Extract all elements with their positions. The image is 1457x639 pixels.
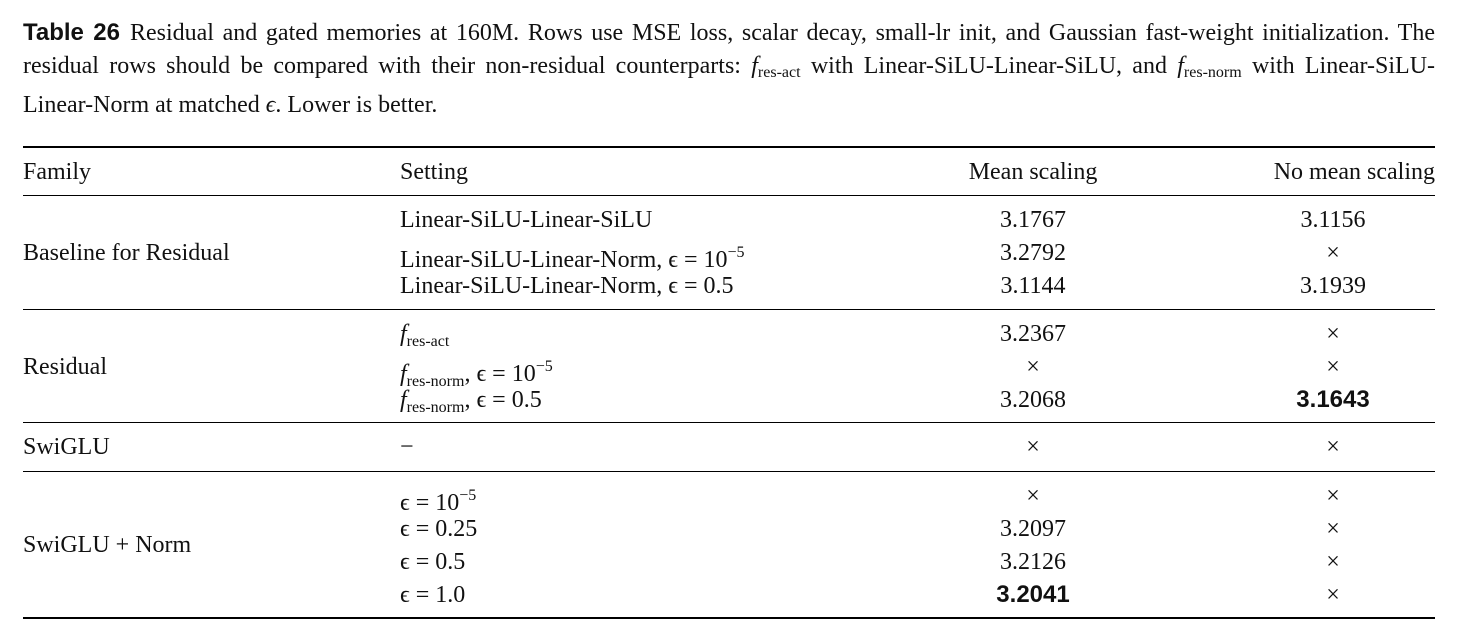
mean-cell: × xyxy=(1026,434,1040,460)
header-setting: Setting xyxy=(400,159,469,185)
setting-cell: Linear-SiLU-Linear-Norm, $\epsilon = 10^{-5}$ xyxy=(400,244,745,273)
nomean-cell: × xyxy=(1326,483,1340,509)
nomean-cell-best: 3.1643 xyxy=(1296,386,1370,413)
mean-cell: × xyxy=(1026,354,1040,380)
setting-cell: $f_{res-norm}$, ϵ = 0.5 xyxy=(400,387,542,416)
setting-cell: $f_{res-norm}$, $\epsilon = 10^{-5}$ xyxy=(400,358,553,390)
header-rule xyxy=(23,195,1435,196)
header-no-mean-scaling: No mean scaling xyxy=(1273,159,1435,185)
mean-cell: 3.2367 xyxy=(1000,321,1066,347)
nomean-cell: × xyxy=(1326,582,1340,608)
setting-cell: ϵ = 0.5 xyxy=(400,549,466,575)
family-swiglu-norm: SwiGLU + Norm xyxy=(23,532,192,558)
mean-cell: 3.2126 xyxy=(1000,549,1066,575)
mean-cell: 3.2792 xyxy=(1000,240,1066,266)
mean-cell: × xyxy=(1026,483,1040,509)
caption-f-res-act: f xyxy=(751,53,758,79)
setting-cell: Linear-SiLU-Linear-Norm, ϵ = 0.5 xyxy=(400,273,734,299)
setting-cell: $f_{res-act}$ xyxy=(400,321,450,350)
caption-text-4: . Lower is better. xyxy=(275,92,438,118)
caption-f-res-norm-sub: res-norm xyxy=(1183,64,1242,81)
group-rule-1 xyxy=(23,309,1435,310)
nomean-cell: × xyxy=(1326,434,1340,460)
caption-text-2: with Linear-SiLU-Linear-SiLU, and xyxy=(800,53,1178,79)
mean-cell: 3.2068 xyxy=(1000,387,1066,413)
nomean-cell: 3.1939 xyxy=(1300,273,1366,299)
mean-cell: 3.2097 xyxy=(1000,516,1066,542)
header-family: Family xyxy=(23,159,92,185)
nomean-cell: × xyxy=(1326,549,1340,575)
caption-text-1: Residual and gated memories at 160M. Rows use MSE loss, scalar decay, small-lr init, and Gaussian fast-weight initialization. The residual rows should be compared with their non-residual counterparts: xyxy=(23,20,1435,79)
group-rule-3 xyxy=(23,471,1435,472)
table-top-rule xyxy=(23,146,1435,148)
nomean-cell: 3.1156 xyxy=(1300,207,1366,233)
setting-cell: ϵ = 0.25 xyxy=(400,516,478,542)
family-residual: Residual xyxy=(23,354,107,380)
mean-cell: 3.1144 xyxy=(1000,273,1066,299)
family-baseline: Baseline for Residual xyxy=(23,240,230,266)
caption-f-res-norm: f xyxy=(1177,53,1184,79)
family-swiglu: SwiGLU xyxy=(23,434,110,460)
nomean-cell: × xyxy=(1326,240,1340,266)
setting-cell: − xyxy=(400,434,414,460)
setting-cell: $\epsilon = 10^{-5}$ xyxy=(400,487,477,516)
table-bottom-rule xyxy=(23,617,1435,619)
table-caption xyxy=(23,16,1435,122)
nomean-cell: × xyxy=(1326,516,1340,542)
mean-cell: 3.1767 xyxy=(1000,207,1066,233)
mean-cell-best: 3.2041 xyxy=(996,581,1070,608)
nomean-cell: × xyxy=(1326,354,1340,380)
header-mean-scaling: Mean scaling xyxy=(968,159,1098,185)
nomean-cell: × xyxy=(1326,321,1340,347)
caption-epsilon: ϵ xyxy=(265,92,276,118)
caption-text-3: with Linear-SiLU-Linear-Norm at matched xyxy=(23,53,1436,118)
group-rule-2 xyxy=(23,422,1435,423)
caption-f-res-act-sub: res-act xyxy=(757,64,801,81)
table-label: Table 26 xyxy=(23,19,120,46)
setting-cell: Linear-SiLU-Linear-SiLU xyxy=(400,207,653,233)
setting-cell: ϵ = 1.0 xyxy=(400,582,466,608)
